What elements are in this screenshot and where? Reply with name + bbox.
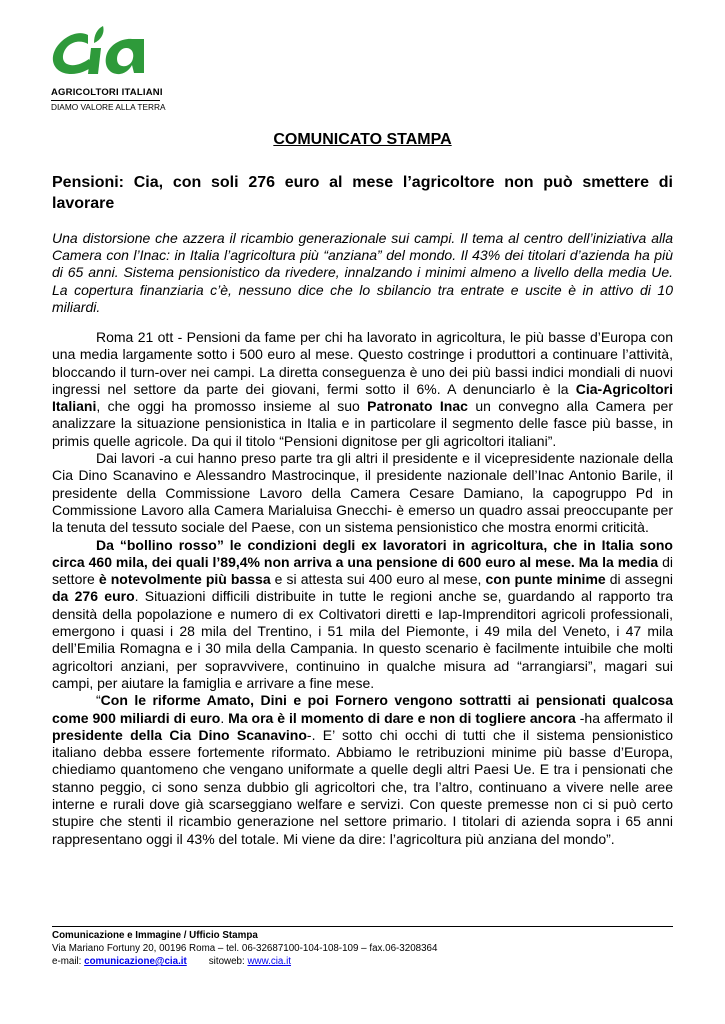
text-run: di settore xyxy=(52,553,673,588)
article-body xyxy=(52,329,673,848)
email-link[interactable]: comunicazione@cia.it xyxy=(84,956,187,967)
headline: Pensioni: Cia, con soli 276 euro al mese l’agricoltore non può smettere di lavorare xyxy=(52,174,673,212)
bold-text: Cia-Agricoltori Italiani xyxy=(52,380,673,415)
text-run: . xyxy=(220,709,229,726)
logo-divider xyxy=(51,100,160,101)
text-run: -. E’ sotto chi occhi di tutti che il sistema pensionistico italiano debba essere fortemente riformato. Abbiamo le retribuzioni minime più basse d’Europa, chiediamo quantomeno che vengano uniformate a quelle degli altri Paesi Ue. E tra i pensionati che stanno peggio, ci sono senza dubbio gli agricoltori che, tra l’altro, continuano a vivere nelle aree interne e rurali dove già scarseggiano welfare e servizi. Con queste premesse non ci si può certo stupire che stenti il ricambio generazione nel settore primario. I titolari di azienda sopra i 65 anni rappresentano oggi il 43% del totale. Mi viene da dire: l’agricoltura più anziana del mondo”. xyxy=(52,726,673,847)
text-run: “ xyxy=(96,692,101,709)
text-run: , che oggi ha promosso insieme al suo xyxy=(96,398,368,415)
bold-text: Ma ora è il momento di dare e non di togliere ancora xyxy=(228,709,576,726)
text-run: -ha affermato il xyxy=(575,709,673,726)
bold-text: Con le riforme Amato, Dini e poi Fornero vengono sottratti ai pensionati qualcosa come 900 miliardi di euro xyxy=(52,692,673,726)
footer xyxy=(52,929,437,968)
paragraph-3 xyxy=(52,537,673,693)
email-label: e-mail: xyxy=(52,956,85,967)
logo-brand-line: AGRICOLTORI ITALIANI xyxy=(51,87,163,98)
bold-text: Patronato Inac xyxy=(367,398,468,415)
text-run: di assegni xyxy=(605,571,673,588)
text-run: e si attesta sui 400 euro al mese, xyxy=(270,571,486,588)
text-run: . Situazioni difficili distribuite in tutte le regioni anche se, guardando al rapporto tra densità della popolazione e numero di ex Coltivatori diretti e Iap-Imprenditori agricoli professionali, emergono i quasi i 28 mila del Trentino, i 51 mila del Piemonte, i 49 mila del Veneto, i 47 mila dell’Emilia Romagna e i 30 mila della Campania. In questo scenario è facilmente intuibile che molti agricoltori anziani, per sopravvivere, continuino in qualche misura ad “arrangiarsi”, magari sui campi, per aiutare la famiglia e arrivare a fine mese. xyxy=(52,588,673,691)
paragraph-4 xyxy=(52,692,673,848)
cia-logo xyxy=(48,26,166,112)
bold-text: da 276 euro xyxy=(52,588,135,605)
paragraph-1 xyxy=(52,329,673,450)
footer-address: Via Mariano Fortuny 20, 00196 Roma – tel. 06-32687100-104-108-109 – fax.06-3208364 xyxy=(52,943,438,954)
text-run: un convegno alla Camera per analizzare la situazione pensionistica in Italia e in particolare il segmento delle fasce più basse, in primis quelle agricole. Da qui il titolo “Pensioni dignitose per gli agricoltori italiani”. xyxy=(52,398,673,449)
intro-summary: Una distorsione che azzera il ricambio generazionale sui campi. Il tema al centro dell’iniziativa alla Camera con l’Inac: in Italia l’agricoltura più “anziana” del mondo. Il 43% dei titolari d’azienda ha più di 65 anni. Sistema pensionistico da rivedere, innalzando i minimi almeno a livello della media Ue. La copertura finanziaria c’è, nessuno dice che lo sbilancio tra entrate e uscite è in attivo di 10 miliardi. xyxy=(52,230,673,315)
text-run: Roma 21 ott - Pensioni da fame per chi ha lavorato in agricoltura, le più basse d’Europa con una media largamente sotto i 500 euro al mese. Questo costringe i produttori a continuare l’attività, bloccando il turn-over nei campi. La diretta conseguenza è uno dei più bassi indici mondiali di nuovi ingressi nel settore da parte dei giovani, fermi sotto il 6%. A denunciarlo è la xyxy=(52,329,673,397)
paragraph-2: Dai lavori -a cui hanno preso parte tra gli altri il presidente e il vicepresidente nazionale della Cia Dino Scanavino e Alessandro Mastrocinque, il presidente nazionale dell’Inac Antonio Barile, il presidente della Commissione Lavoro della Camera Cesare Damiano, la capogruppo Pd in Commissione Lavoro alla Camera Marialuisa Gnecchi- è emerso un quadro assai preoccupante per la tenuta del tessuto sociale del Paese, con un sistema pensionistico che mostra enormi criticità. xyxy=(52,450,673,536)
footer-contacts xyxy=(52,955,437,968)
cia-logo-mark xyxy=(48,26,162,86)
footer-divider xyxy=(52,926,673,927)
press-release-label: COMUNICATO STAMPA xyxy=(273,131,452,148)
bold-text: con punte minime xyxy=(485,571,606,588)
logo-tagline: DIAMO VALORE ALLA TERRA xyxy=(51,102,166,112)
bold-text: presidente della Cia Dino Scanavino xyxy=(52,726,307,743)
website-link[interactable]: www.cia.it xyxy=(247,956,292,967)
footer-office: Comunicazione e Immagine / Ufficio Stampa xyxy=(52,930,258,941)
site-label: sitoweb: xyxy=(208,956,248,967)
bold-text: è notevolmente più bassa xyxy=(98,571,271,588)
bold-text: Da “bollino rosso” le condizioni degli ex lavoratori in agricoltura, che in Italia sono circa 460 mila, dei quali l’89,4% non arriva a una pensione di 600 euro al mese. Ma la media xyxy=(52,536,673,570)
